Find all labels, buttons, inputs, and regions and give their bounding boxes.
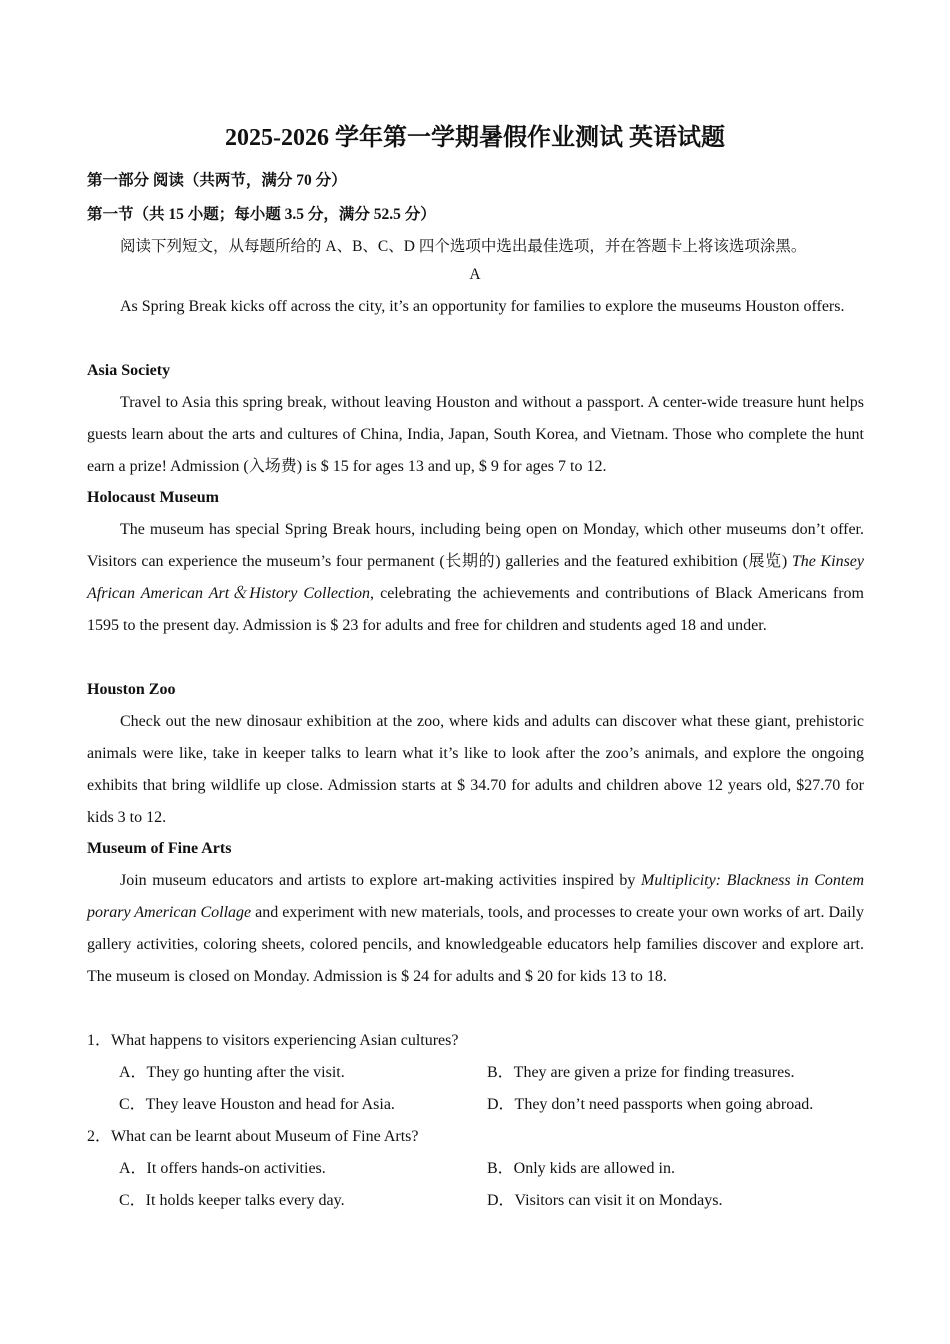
passage-letter: A bbox=[469, 266, 481, 283]
asia-society-paragraph: Travel to Asia this spring break, without leaving Houston and without a passport. A center-wide treasure hunt helps guests learn about the arts and cultures of China, India, Japan, South Korea, and Vietnam. Those who complete the hunt earn a prize! Admission (入场费) is $ 15 for ages 13 and up, $ 9 for ages 7 to 12. bbox=[87, 394, 864, 475]
question-1-option-b[interactable]: B．They are given a prize for finding treasures. bbox=[487, 1064, 795, 1081]
question-1-option-c[interactable]: C．They leave Houston and head for Asia. bbox=[119, 1096, 395, 1113]
question-2-option-c[interactable]: C．It holds keeper talks every day. bbox=[119, 1192, 345, 1209]
holocaust-museum-paragraph bbox=[87, 514, 864, 642]
question-2-option-b[interactable]: B．Only kids are allowed in. bbox=[487, 1160, 675, 1177]
holocaust-text-b: , celebrating the achievements and contributions of Black Americans from 1595 to the present day. Admission is $ 23 for adults and free for children and students aged 18 and under. bbox=[87, 585, 864, 634]
houston-zoo-paragraph: Check out the new dinosaur exhibition at the zoo, where kids and adults can discover what these giant, prehistoric animals were like, take in keeper talks to learn what it’s like to look after the zoo’s animals, and explore the ongoing exhibits that bring wildlife up close. Admission starts at $ 34.70 for adults and children above 12 years old, $27.70 for kids 3 to 12. bbox=[87, 713, 864, 826]
section-title-museum-of-fine-arts: Museum of Fine Arts bbox=[87, 840, 232, 857]
fine-arts-text-b: and experiment with new materials, tools, and processes to create your own works of art. Daily gallery activities, coloring sheets, colored pencils, and knowledgeable educators help families discover and explore art. The museum is closed on Monday. Admission is $ 24 for adults and $ 20 for kids 13 to 18. bbox=[87, 904, 864, 985]
question-1-option-d[interactable]: D．They don’t need passports when going abroad. bbox=[487, 1096, 814, 1113]
question-1-stem: 1．What happens to visitors experiencing Asian cultures? bbox=[87, 1032, 459, 1049]
section-title-holocaust-museum: Holocaust Museum bbox=[87, 489, 219, 506]
section-title-houston-zoo: Houston Zoo bbox=[87, 681, 176, 698]
question-2-option-d[interactable]: D．Visitors can visit it on Mondays. bbox=[487, 1192, 723, 1209]
exam-title: 2025-2026 学年第一学期暑假作业测试 英语试题 bbox=[225, 125, 725, 151]
part-heading: 第一部分 阅读（共两节，满分 70 分） bbox=[87, 172, 347, 189]
collage-title: Multiplicity: Blackness in Contem porary American Collage bbox=[87, 872, 865, 921]
instruction: 阅读下列短文，从每题所给的 A、B、C、D 四个选项中选出最佳选项，并在答题卡上将该选项涂黑。 bbox=[120, 238, 807, 255]
exhibition-name: The Kinsey African American Art＆History Collection bbox=[87, 553, 865, 602]
section-heading: 第一节（共 15 小题；每小题 3.5 分，满分 52.5 分） bbox=[87, 206, 436, 223]
intro-paragraph: As Spring Break kicks off across the city, it’s an opportunity for families to explore the museums Houston offers. bbox=[120, 298, 845, 315]
question-1-option-a[interactable]: A．They go hunting after the visit. bbox=[119, 1064, 345, 1081]
question-2-option-a[interactable]: A．It offers hands-on activities. bbox=[119, 1160, 326, 1177]
section-title-asia-society: Asia Society bbox=[87, 362, 171, 379]
fine-arts-text-a: Join museum educators and artists to explore art-making activities inspired by bbox=[120, 872, 642, 889]
holocaust-text-a: The museum has special Spring Break hours, including being open on Monday, which other museums don’t offer. Visitors can experience the museum’s four permanent (长期的) galleries and the featured exhibition (展览) bbox=[87, 521, 864, 570]
question-2-stem: 2．What can be learnt about Museum of Fine Arts? bbox=[87, 1128, 419, 1145]
fine-arts-paragraph bbox=[87, 865, 864, 993]
